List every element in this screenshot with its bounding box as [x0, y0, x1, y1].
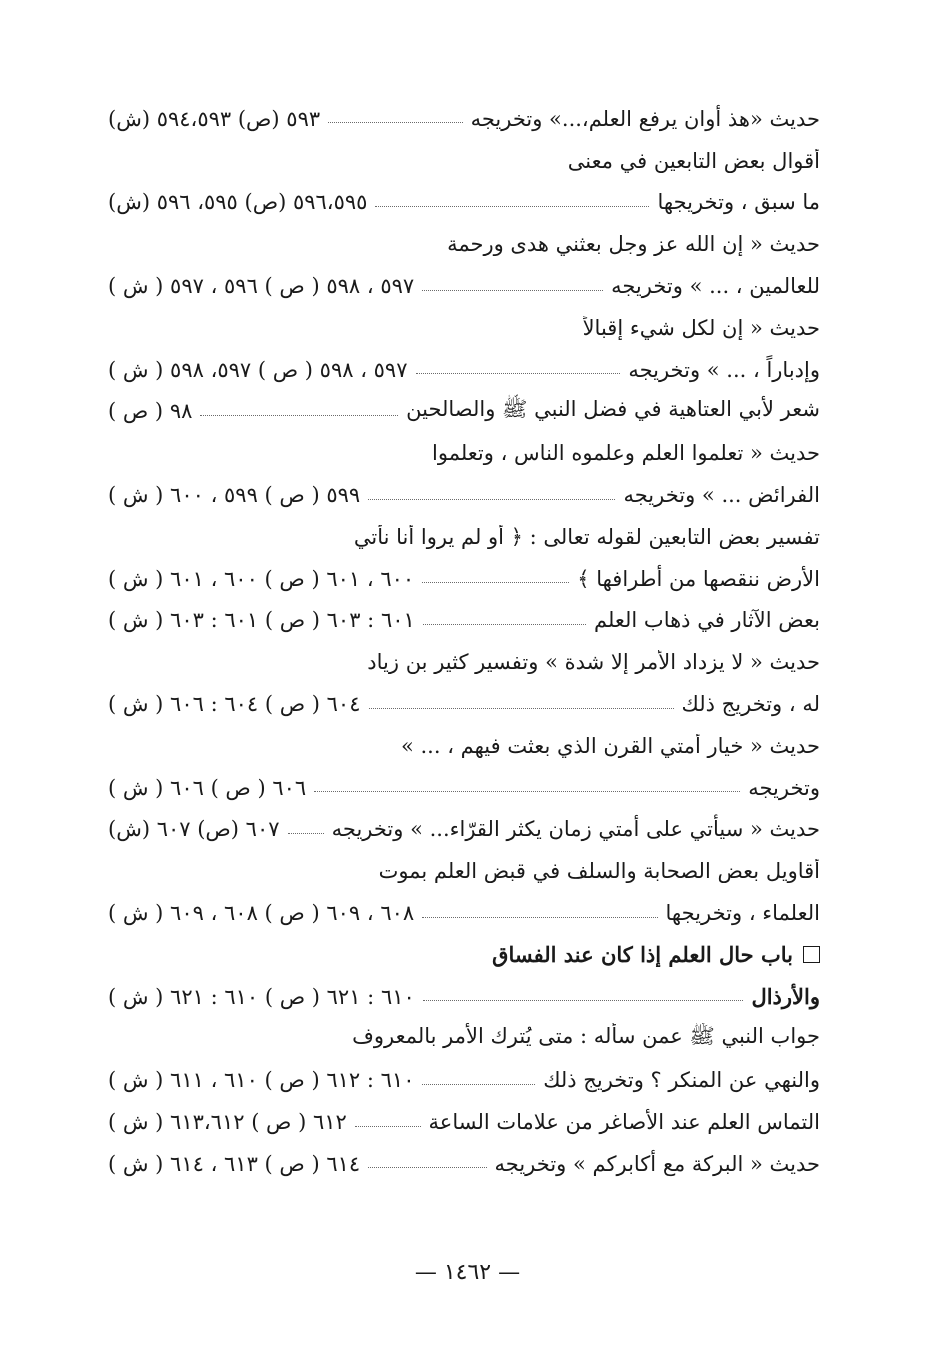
entry-title: حديث « سيأتي على أمتي زمان يكثر القرّاء... » وتخريجه — [331, 817, 820, 842]
entry-title: حديث « خيار أمتي القرن الذي بعثت فيهم ، ... » — [400, 733, 820, 758]
index-entry — [108, 725, 820, 767]
page-reference: ٦٠٠ ، ٦٠١ ( ص ) ٦٠٠ ، ٦٠١ ( ش ) — [108, 566, 415, 591]
leader-dots — [422, 582, 569, 583]
page-reference: ٩٨ ( ص ) — [108, 399, 193, 424]
entry-title: العلماء ، وتخريجها — [665, 901, 820, 926]
entry-title: أقوال بعض التابعين في معنى — [567, 148, 820, 173]
page-reference: ٦١٠ : ٦١٢ ( ص ) ٦١٠ ، ٦١١ ( ش ) — [108, 1068, 415, 1093]
page-reference: ٥٩٧ ، ٥٩٨ ( ص ) ٥٩٧، ٥٩٨ ( ش ) — [108, 357, 408, 382]
page-reference: ٦٠٤ ( ص ) ٦٠٤ : ٦٠٦ ( ش ) — [108, 692, 361, 717]
index-entry — [108, 641, 820, 683]
index-entry — [108, 1018, 820, 1060]
index-entry — [108, 600, 820, 642]
index-entry — [108, 850, 820, 892]
page-reference: ٦١٢ ( ص ) ٦١٣،٦١٢ ( ش ) — [108, 1110, 347, 1135]
page-reference: ٦٠٦ ( ص ) ٦٠٦ ( ش ) — [108, 775, 307, 800]
entry-title: حديث «هذ أوان يرفع العلم،...» وتخريجه — [470, 106, 820, 131]
index-entry — [108, 809, 820, 851]
entry-title: تفسير بعض التابعين لقوله تعالى : ﴿ أو لم يروا أنا نأتي — [353, 524, 820, 549]
entry-title: وتخريجه — [748, 775, 820, 800]
entry-title: حديث « لا يزداد الأمر إلا شدة » وتفسير كثير بن زياد — [367, 650, 820, 675]
index-entry — [108, 98, 820, 140]
entry-title: وإدباراً ، ... » وتخريجه — [628, 357, 820, 382]
index-entry — [108, 349, 820, 391]
page-reference: ٦٠٧ (ص) ٦٠٧ (ش) — [108, 817, 280, 842]
page-reference: ٥٩٩ ( ص ) ٥٩٩ ، ٦٠٠ ( ش ) — [108, 483, 361, 508]
entry-title: حديث « إن الله عز وجل بعثني هدى ورحمة — [447, 232, 820, 257]
page-reference: ٥٩٣ (ص) ٥٩٤،٥٩٣ (ش) — [108, 106, 321, 131]
index-entry — [108, 516, 820, 558]
leader-dots — [355, 1126, 421, 1127]
index-entry — [108, 307, 820, 349]
index-entry — [108, 976, 820, 1018]
leader-dots — [314, 791, 740, 792]
leader-dots — [368, 499, 615, 500]
leader-dots — [416, 373, 621, 374]
chapter-heading — [108, 934, 820, 976]
leader-dots — [422, 290, 603, 291]
entry-title: شعر لأبي العتاهية في فضل النبي ﷺ والصالحين — [406, 396, 820, 421]
entry-title: له ، وتخريج ذلك — [681, 692, 820, 717]
entry-title: والأرذال — [751, 984, 820, 1010]
checkbox-square-icon — [803, 946, 820, 963]
index-entry — [108, 140, 820, 182]
entry-title: ما سبق ، وتخريجها — [657, 190, 820, 215]
index-entry — [108, 1101, 820, 1143]
page-reference: ٦١٤ ( ص ) ٦١٣ ، ٦١٤ ( ش ) — [108, 1151, 361, 1176]
entry-title: بعض الآثار في ذهاب العلم — [593, 608, 820, 633]
index-entry — [108, 474, 820, 516]
index-entry — [108, 683, 820, 725]
index-entry — [108, 1059, 820, 1101]
leader-dots — [328, 122, 462, 123]
page-reference: ٥٩٦،٥٩٥ (ص) ٥٩٥، ٥٩٦ (ش) — [108, 190, 368, 215]
page-reference: ٦٠٨ ، ٦٠٩ ( ص ) ٦٠٨ ، ٦٠٩ ( ش ) — [108, 901, 415, 926]
leader-dots — [369, 708, 674, 709]
leader-dots — [422, 1084, 535, 1085]
entry-title: جواب النبي ﷺ عمن سأله : متى يُترك الأمر بالمعروف — [352, 1023, 820, 1048]
page-number: — ١٤٦٢ — — [414, 1260, 521, 1285]
leader-dots — [288, 833, 324, 834]
index-entry — [108, 182, 820, 224]
entry-title: أقاويل بعض الصحابة والسلف في قبض العلم بموت — [378, 859, 820, 884]
entry-title: للعالمين ، ... » وتخريجه — [611, 274, 820, 299]
page-reference: ٦١٠ : ٦٢١ ( ص ) ٦١٠ : ٦٢١ ( ش ) — [108, 984, 415, 1009]
index-entry — [108, 1143, 820, 1185]
index-entry — [108, 558, 820, 600]
entry-title: الأرض ننقصها من أطرافها ﴾ — [577, 566, 820, 591]
entry-title: حديث « تعلموا العلم وعلموه الناس ، وتعلموا — [432, 441, 820, 466]
index-entry — [108, 432, 820, 474]
entry-title: والنهي عن المنكر ؟ وتخريج ذلك — [543, 1068, 820, 1093]
index-entry — [108, 265, 820, 307]
index-entry — [108, 223, 820, 265]
entry-title: التماس العلم عند الأصاغر من علامات الساعة — [428, 1110, 820, 1135]
index-list — [108, 98, 820, 1185]
entry-title: حديث « البركة مع أكابركم » وتخريجه — [494, 1151, 820, 1176]
entry-title: باب حال العلم إذا كان عند الفساق — [492, 942, 793, 968]
page-reference: ٥٩٧ ، ٥٩٨ ( ص ) ٥٩٦ ، ٥٩٧ ( ش ) — [108, 274, 415, 299]
leader-dots — [375, 206, 649, 207]
entry-title: الفرائض ... » وتخريجه — [623, 483, 820, 508]
leader-dots — [423, 1000, 744, 1001]
entry-title: حديث « إن لكل شيء إقبالاً — [582, 315, 820, 340]
index-entry — [108, 391, 820, 433]
index-entry — [108, 892, 820, 934]
leader-dots — [422, 917, 657, 918]
leader-dots — [423, 624, 586, 625]
leader-dots — [368, 1167, 486, 1168]
index-entry — [108, 767, 820, 809]
leader-dots — [200, 415, 398, 416]
page-reference: ٦٠١ : ٦٠٣ ( ص ) ٦٠١ : ٦٠٣ ( ش ) — [108, 608, 415, 633]
